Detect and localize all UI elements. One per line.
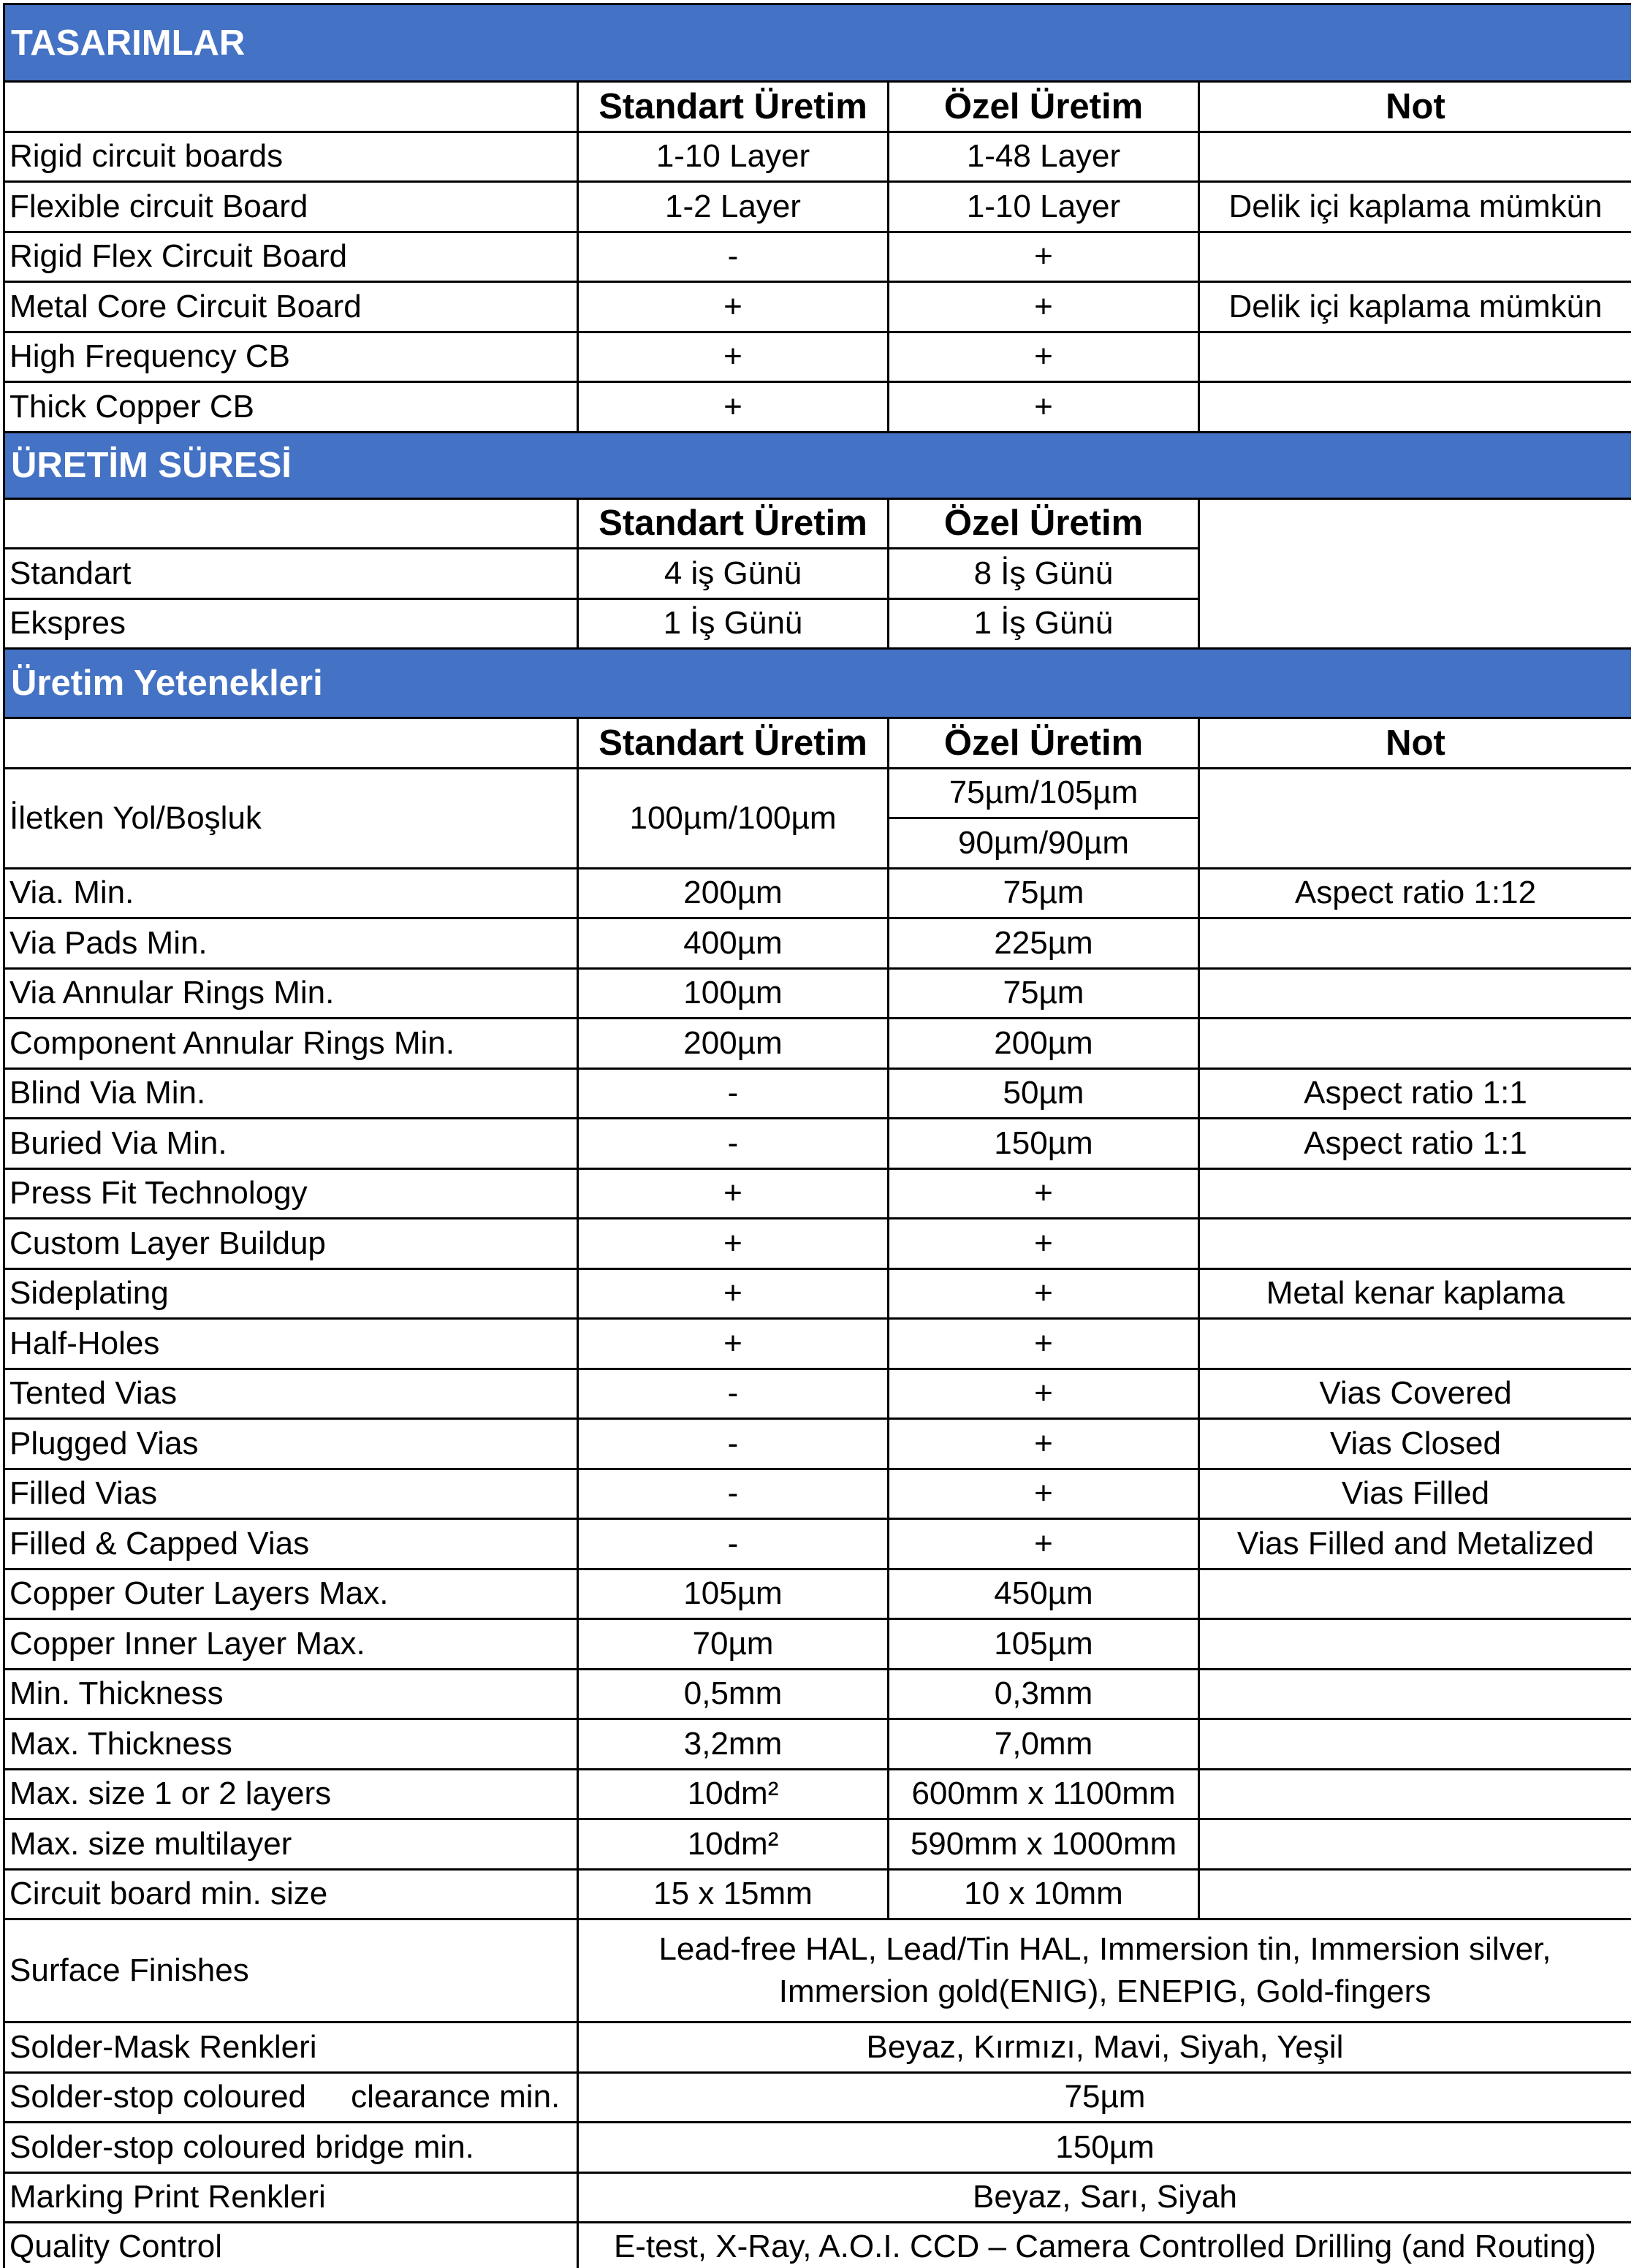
surface-finishes-line-2: Immersion gold(ENIG), ENEPIG, Gold-fingers xyxy=(778,1974,1432,2009)
row-label: Via. Min. xyxy=(3,867,577,918)
note-value xyxy=(1198,1668,1631,1719)
column-header-standard: Standart Üretim xyxy=(577,498,887,548)
note-value xyxy=(1198,1017,1631,1068)
note-value: Delik içi kaplama mümkün xyxy=(1198,281,1631,331)
special-value: 75µm xyxy=(887,967,1198,1018)
special-value: 1-10 Layer xyxy=(887,180,1198,231)
column-header-standard: Standart Üretim xyxy=(577,80,887,131)
note-value xyxy=(1198,1818,1631,1868)
standard-value: 100µm/100µm xyxy=(577,767,887,867)
special-value: 105µm xyxy=(887,1618,1198,1668)
note-value xyxy=(1198,1768,1631,1819)
special-value: 450µm xyxy=(887,1568,1198,1618)
standard-value: + xyxy=(577,1317,887,1368)
header-empty-cell xyxy=(3,80,577,131)
note-value xyxy=(1198,1317,1631,1368)
standard-value: - xyxy=(577,1518,887,1568)
standard-value: - xyxy=(577,1068,887,1118)
special-value: 10 x 10mm xyxy=(887,1868,1198,1919)
row-label: Buried Via Min. xyxy=(3,1117,577,1168)
header-empty-cell xyxy=(3,498,577,548)
standard-value: 15 x 15mm xyxy=(577,1868,887,1919)
standard-value: - xyxy=(577,1117,887,1168)
row-label: Min. Thickness xyxy=(3,1668,577,1719)
special-value: 1 İş Günü xyxy=(887,598,1198,648)
row-label: Tented Vias xyxy=(3,1368,577,1418)
special-value: 1-48 Layer xyxy=(887,131,1198,181)
row-label: Metal Core Circuit Board xyxy=(3,281,577,331)
special-value: + xyxy=(887,281,1198,331)
row-label: İletken Yol/Boşluk xyxy=(3,767,577,867)
section-header-designs: TASARIMLAR xyxy=(3,3,1631,80)
column-header-note: Not xyxy=(1198,80,1631,131)
standard-value: 10dm² xyxy=(577,1818,887,1868)
note-value xyxy=(1198,231,1631,281)
row-label: Sideplating xyxy=(3,1268,577,1318)
special-value: + xyxy=(887,1168,1198,1218)
row-label: Half-Holes xyxy=(3,1317,577,1368)
row-label: High Frequency CB xyxy=(3,331,577,381)
note-value xyxy=(1198,917,1631,967)
row-label: Copper Inner Layer Max. xyxy=(3,1618,577,1668)
standard-value: 3,2mm xyxy=(577,1718,887,1768)
standard-value: + xyxy=(577,331,887,381)
row-label: Solder-stop coloured clearance min. xyxy=(3,2071,577,2122)
note-value xyxy=(1198,1568,1631,1618)
standard-value: 200µm xyxy=(577,1017,887,1068)
special-value: 75µm/105µm xyxy=(887,767,1198,818)
special-value: + xyxy=(887,381,1198,431)
special-value: 600mm x 1100mm xyxy=(887,1768,1198,1819)
special-value: 150µm xyxy=(887,1117,1198,1168)
special-value: + xyxy=(887,1368,1198,1418)
row-label: Via Annular Rings Min. xyxy=(3,967,577,1018)
special-value: 200µm xyxy=(887,1017,1198,1068)
row-label: Quality Control xyxy=(3,2221,577,2268)
special-value: + xyxy=(887,1418,1198,1468)
standard-value: 1-2 Layer xyxy=(577,180,887,231)
column-header-special: Özel Üretim xyxy=(887,498,1198,548)
span-value: E-test, X-Ray, A.O.I. CCD – Camera Controlled Drilling (and Routing) xyxy=(577,2221,1631,2268)
note-value: Vias Filled and Metalized xyxy=(1198,1518,1631,1568)
surface-finishes-line-1: Lead-free HAL, Lead/Tin HAL, Immersion tin, Immersion silver, xyxy=(658,1931,1551,1967)
standard-value: - xyxy=(577,1368,887,1418)
note-value xyxy=(1198,1618,1631,1668)
standard-value: 100µm xyxy=(577,967,887,1018)
special-value: 7,0mm xyxy=(887,1718,1198,1768)
row-label: Ekspres xyxy=(3,598,577,648)
note-value: Vias Closed xyxy=(1198,1418,1631,1468)
note-value xyxy=(1198,331,1631,381)
special-value: 90µm/90µm xyxy=(887,817,1198,867)
row-label: Solder-Mask Renkleri xyxy=(3,2021,577,2071)
row-label: Standart xyxy=(3,547,577,598)
special-value: + xyxy=(887,1468,1198,1518)
special-value: 75µm xyxy=(887,867,1198,918)
special-value: 8 İş Günü xyxy=(887,547,1198,598)
standard-value: 0,5mm xyxy=(577,1668,887,1719)
surface-finishes-value xyxy=(577,1918,1631,2021)
standard-value: + xyxy=(577,1217,887,1268)
standard-value: + xyxy=(577,1168,887,1218)
row-label: Component Annular Rings Min. xyxy=(3,1017,577,1068)
row-label: Press Fit Technology xyxy=(3,1168,577,1218)
note-value: Aspect ratio 1:1 xyxy=(1198,1068,1631,1118)
standard-value: 1-10 Layer xyxy=(577,131,887,181)
row-label: Max. Thickness xyxy=(3,1718,577,1768)
section-header-lead-time: ÜRETİM SÜRESİ xyxy=(3,431,1631,498)
note-value xyxy=(1198,1217,1631,1268)
row-label: Filled & Capped Vias xyxy=(3,1518,577,1568)
standard-value: - xyxy=(577,1418,887,1468)
row-label: Flexible circuit Board xyxy=(3,180,577,231)
standard-value: 105µm xyxy=(577,1568,887,1618)
section-header-capabilities: Üretim Yetenekleri xyxy=(3,647,1631,717)
row-label: Rigid circuit boards xyxy=(3,131,577,181)
special-value: + xyxy=(887,1518,1198,1568)
note-value: Aspect ratio 1:1 xyxy=(1198,1117,1631,1168)
standard-value: + xyxy=(577,381,887,431)
standard-value: 1 İş Günü xyxy=(577,598,887,648)
note-value xyxy=(1198,1868,1631,1919)
standard-value: 70µm xyxy=(577,1618,887,1668)
special-value: 0,3mm xyxy=(887,1668,1198,1719)
row-label: Max. size 1 or 2 layers xyxy=(3,1768,577,1819)
span-value: Beyaz, Kırmızı, Mavi, Siyah, Yeşil xyxy=(577,2021,1631,2071)
row-label: Surface Finishes xyxy=(3,1918,577,2021)
note-value: Delik içi kaplama mümkün xyxy=(1198,180,1631,231)
note-value xyxy=(1198,967,1631,1018)
standard-value: - xyxy=(577,231,887,281)
note-value: Metal kenar kaplama xyxy=(1198,1268,1631,1318)
header-empty-cell xyxy=(3,717,577,767)
span-value: Beyaz, Sarı, Siyah xyxy=(577,2172,1631,2222)
note-value: Vias Filled xyxy=(1198,1468,1631,1518)
empty-note-block xyxy=(1198,498,1631,648)
row-label: Via Pads Min. xyxy=(3,917,577,967)
span-value: 150µm xyxy=(577,2121,1631,2172)
note-value xyxy=(1198,381,1631,431)
row-label: Rigid Flex Circuit Board xyxy=(3,231,577,281)
special-value: 225µm xyxy=(887,917,1198,967)
special-value: + xyxy=(887,1217,1198,1268)
note-value xyxy=(1198,767,1631,867)
column-header-standard: Standart Üretim xyxy=(577,717,887,767)
span-value: 75µm xyxy=(577,2071,1631,2122)
row-label: Thick Copper CB xyxy=(3,381,577,431)
special-value: + xyxy=(887,1268,1198,1318)
row-label: Blind Via Min. xyxy=(3,1068,577,1118)
row-label: Filled Vias xyxy=(3,1468,577,1518)
standard-value: 400µm xyxy=(577,917,887,967)
capabilities-table xyxy=(3,3,1631,2264)
column-header-note: Not xyxy=(1198,717,1631,767)
note-value xyxy=(1198,131,1631,181)
row-label: Plugged Vias xyxy=(3,1418,577,1468)
note-value: Vias Covered xyxy=(1198,1368,1631,1418)
row-label: Marking Print Renkleri xyxy=(3,2172,577,2222)
standard-value: 200µm xyxy=(577,867,887,918)
note-value xyxy=(1198,1718,1631,1768)
standard-value: - xyxy=(577,1468,887,1518)
row-label: Solder-stop coloured bridge min. xyxy=(3,2121,577,2172)
row-label: Copper Outer Layers Max. xyxy=(3,1568,577,1618)
special-value: 50µm xyxy=(887,1068,1198,1118)
note-value xyxy=(1198,1168,1631,1218)
row-label: Circuit board min. size xyxy=(3,1868,577,1919)
column-header-special: Özel Üretim xyxy=(887,717,1198,767)
row-label: Max. size multilayer xyxy=(3,1818,577,1868)
standard-value: + xyxy=(577,1268,887,1318)
special-value: 590mm x 1000mm xyxy=(887,1818,1198,1868)
standard-value: 4 iş Günü xyxy=(577,547,887,598)
note-value: Aspect ratio 1:12 xyxy=(1198,867,1631,918)
row-label: Custom Layer Buildup xyxy=(3,1217,577,1268)
standard-value: 10dm² xyxy=(577,1768,887,1819)
special-value: + xyxy=(887,331,1198,381)
standard-value: + xyxy=(577,281,887,331)
special-value: + xyxy=(887,1317,1198,1368)
column-header-special: Özel Üretim xyxy=(887,80,1198,131)
special-value: + xyxy=(887,231,1198,281)
